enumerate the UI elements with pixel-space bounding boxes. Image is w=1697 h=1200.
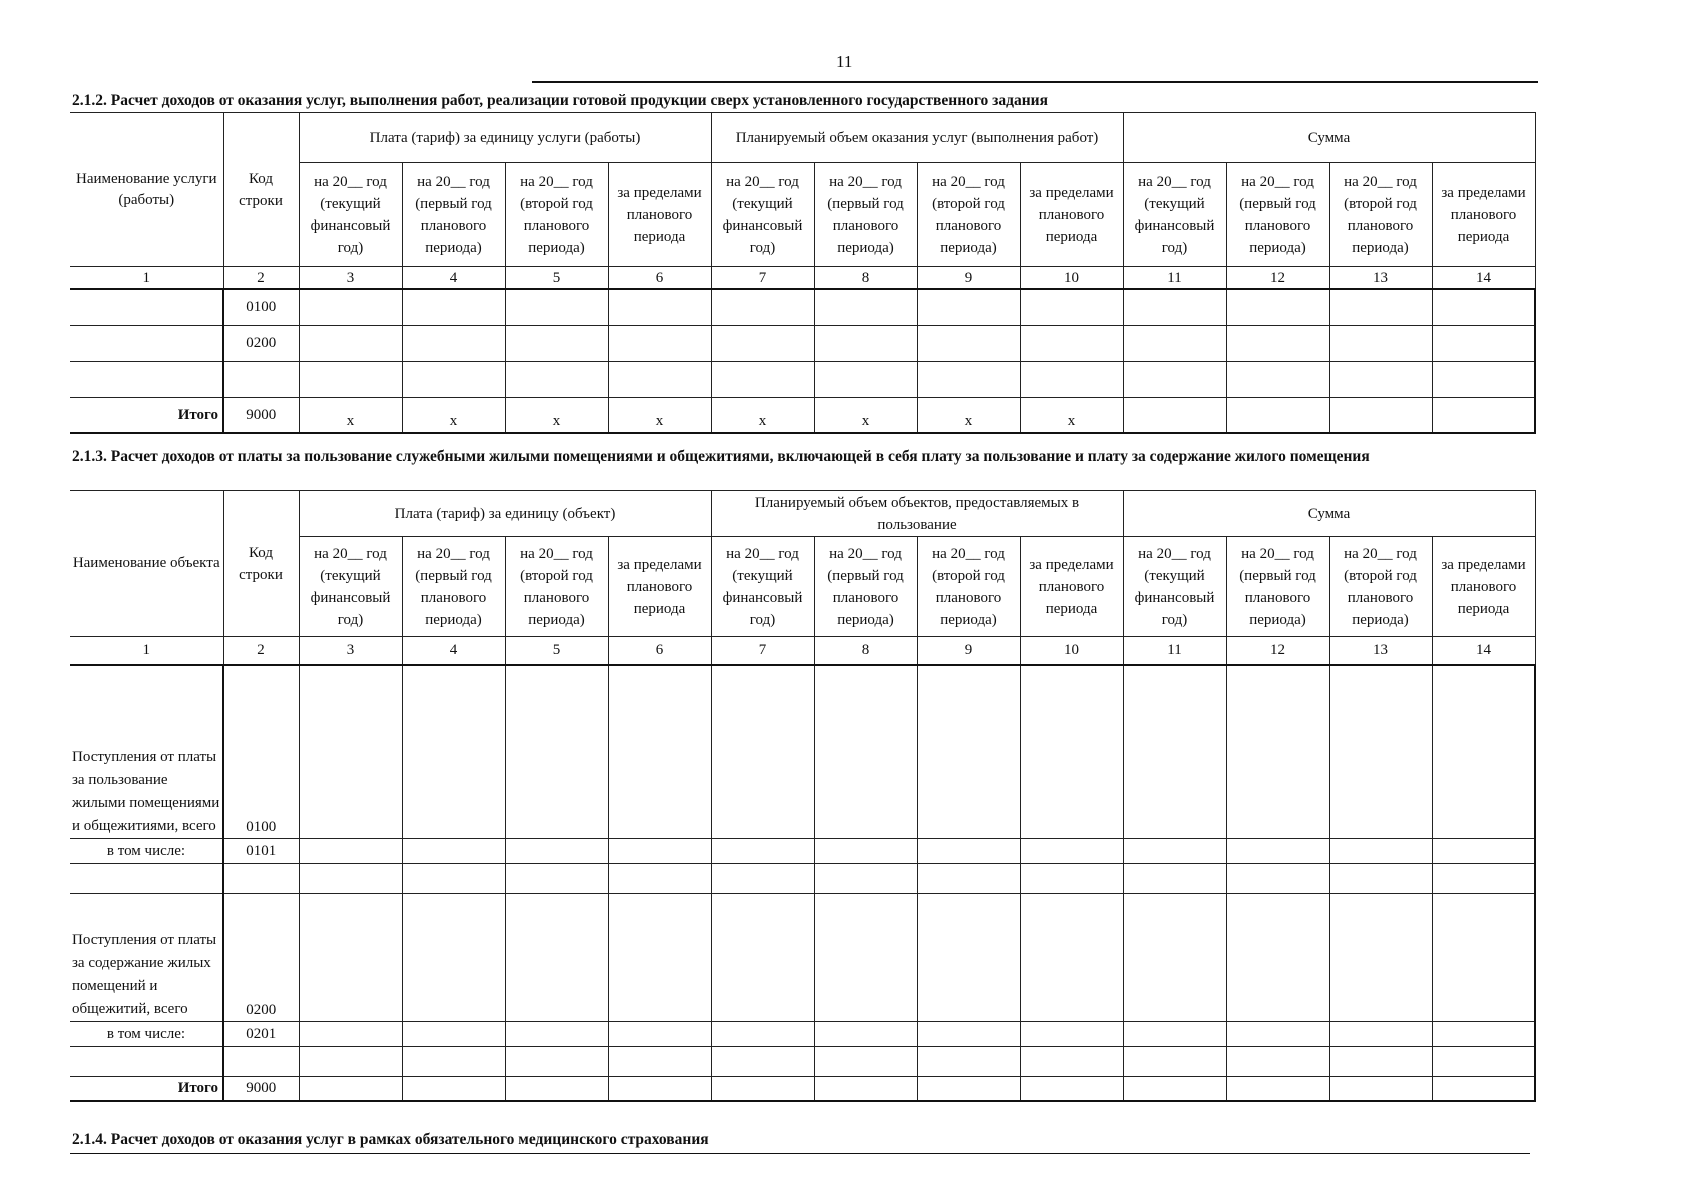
period-first: на 20__ год (первый год планового периода) <box>814 163 917 267</box>
value-cell[interactable] <box>711 864 814 894</box>
value-cell[interactable] <box>505 839 608 864</box>
period-beyond: за пределами планового периода <box>1020 537 1123 637</box>
bottom-rule <box>70 1153 1530 1154</box>
period-current: на 20__ год (текущий финансовый год) <box>299 163 402 267</box>
housing-income-table <box>70 490 1536 1102</box>
value-cell[interactable] <box>814 361 917 397</box>
section-title-2-1-4: 2.1.4. Расчет доходов от оказания услуг в рамках обязательного медицинского страхования <box>72 1131 709 1148</box>
value-cell[interactable] <box>1020 289 1123 325</box>
column-number: 12 <box>1226 267 1329 290</box>
value-cell[interactable] <box>1123 1047 1226 1077</box>
header-row-code: Код строки <box>223 113 299 267</box>
period-beyond: за пределами планового периода <box>608 163 711 267</box>
not-applicable-mark: x <box>1020 397 1123 433</box>
services-income-table <box>70 112 1536 434</box>
value-cell[interactable] <box>1432 325 1535 361</box>
value-cell[interactable] <box>1432 839 1535 864</box>
value-cell[interactable] <box>1432 289 1535 325</box>
value-cell[interactable] <box>505 289 608 325</box>
row-code: 0101 <box>223 839 299 864</box>
header-row-code: Код строки <box>223 491 299 637</box>
period-first: на 20__ год (первый год планового периода) <box>402 163 505 267</box>
value-cell[interactable] <box>608 894 711 1022</box>
column-number: 2 <box>223 637 299 665</box>
header-sum: Сумма <box>1123 491 1535 537</box>
value-cell[interactable] <box>1329 839 1432 864</box>
column-number: 1 <box>70 267 223 290</box>
value-cell[interactable] <box>917 1047 1020 1077</box>
column-number: 4 <box>402 267 505 290</box>
value-cell[interactable] <box>917 361 1020 397</box>
value-cell[interactable] <box>917 289 1020 325</box>
total-row <box>70 1077 1535 1101</box>
period-current: на 20__ год (текущий финансовый год) <box>1123 537 1226 637</box>
value-cell[interactable] <box>505 894 608 1022</box>
value-cell[interactable] <box>299 665 402 839</box>
row-code: 0100 <box>223 665 299 839</box>
value-cell[interactable] <box>814 864 917 894</box>
value-cell[interactable] <box>1020 839 1123 864</box>
value-cell[interactable] <box>1329 894 1432 1022</box>
value-cell[interactable] <box>608 1022 711 1047</box>
value-cell[interactable] <box>505 1022 608 1047</box>
column-number: 7 <box>711 267 814 290</box>
value-cell[interactable] <box>1329 289 1432 325</box>
value-cell[interactable] <box>1226 361 1329 397</box>
value-cell[interactable] <box>402 1077 505 1101</box>
row-code: 0100 <box>223 289 299 325</box>
value-cell[interactable] <box>814 894 917 1022</box>
value-cell[interactable] <box>814 665 917 839</box>
value-cell[interactable] <box>917 665 1020 839</box>
column-number: 5 <box>505 637 608 665</box>
column-number: 4 <box>402 637 505 665</box>
header-tariff: Плата (тариф) за единицу (объект) <box>299 491 711 537</box>
column-number: 10 <box>1020 267 1123 290</box>
section-title-2-1-3: 2.1.3. Расчет доходов от платы за пользование служебными жилыми помещениями и общежитиями, включающей в себя плату за пользование и плату за содержание жилого помещения <box>72 448 1370 465</box>
column-number: 14 <box>1432 637 1535 665</box>
value-cell[interactable] <box>1123 665 1226 839</box>
value-cell[interactable] <box>505 1077 608 1101</box>
table-row <box>70 839 1535 864</box>
period-second: на 20__ год (второй год планового периода) <box>1329 163 1432 267</box>
value-cell[interactable] <box>1226 665 1329 839</box>
not-applicable-mark: x <box>608 397 711 433</box>
not-applicable-mark: x <box>402 397 505 433</box>
value-cell[interactable] <box>711 1077 814 1101</box>
table-row <box>70 864 1535 894</box>
column-number: 10 <box>1020 637 1123 665</box>
value-cell[interactable] <box>1432 361 1535 397</box>
value-cell[interactable] <box>402 894 505 1022</box>
period-first: на 20__ год (первый год планового периода) <box>1226 537 1329 637</box>
value-cell[interactable] <box>1432 894 1535 1022</box>
value-cell[interactable] <box>402 289 505 325</box>
column-number: 3 <box>299 637 402 665</box>
column-number-row <box>70 267 1535 290</box>
value-cell[interactable] <box>1123 1022 1226 1047</box>
period-first: на 20__ год (первый год планового периода) <box>1226 163 1329 267</box>
value-cell[interactable] <box>402 665 505 839</box>
value-cell[interactable] <box>608 1077 711 1101</box>
value-cell[interactable] <box>917 1077 1020 1101</box>
value-cell[interactable] <box>711 1022 814 1047</box>
total-label: Итого <box>70 397 223 433</box>
value-cell[interactable] <box>299 1047 402 1077</box>
header-tariff: Плата (тариф) за единицу услуги (работы) <box>299 113 711 163</box>
value-cell[interactable] <box>814 1047 917 1077</box>
value-cell[interactable] <box>1123 839 1226 864</box>
value-cell[interactable] <box>1020 665 1123 839</box>
column-number: 8 <box>814 267 917 290</box>
column-number: 14 <box>1432 267 1535 290</box>
value-cell[interactable] <box>1020 361 1123 397</box>
value-cell[interactable] <box>1123 361 1226 397</box>
value-cell[interactable] <box>711 1047 814 1077</box>
period-second: на 20__ год (второй год планового периода) <box>505 163 608 267</box>
value-cell[interactable] <box>1226 894 1329 1022</box>
row-name-input[interactable] <box>70 289 223 325</box>
section-title-2-1-2: 2.1.2. Расчет доходов от оказания услуг, выполнения работ, реализации готовой продукции сверх установленного государственного задания <box>72 92 1048 109</box>
row-code: 0201 <box>223 1022 299 1047</box>
value-cell[interactable] <box>402 839 505 864</box>
value-cell[interactable] <box>402 325 505 361</box>
value-cell[interactable] <box>1329 665 1432 839</box>
value-cell[interactable] <box>814 1022 917 1047</box>
row-code <box>223 1047 299 1077</box>
value-cell[interactable] <box>917 325 1020 361</box>
value-cell[interactable] <box>608 289 711 325</box>
value-cell[interactable] <box>1020 1077 1123 1101</box>
period-current: на 20__ год (текущий финансовый год) <box>299 537 402 637</box>
period-beyond: за пределами планового периода <box>1020 163 1123 267</box>
value-cell[interactable] <box>814 1077 917 1101</box>
value-cell[interactable] <box>608 839 711 864</box>
value-cell[interactable] <box>1432 397 1535 433</box>
column-number: 13 <box>1329 267 1432 290</box>
value-cell[interactable] <box>505 1047 608 1077</box>
header-planned-volume: Планируемый объем объектов, предоставляемых в пользование <box>711 491 1123 537</box>
period-current: на 20__ год (текущий финансовый год) <box>711 163 814 267</box>
period-beyond: за пределами планового периода <box>1432 163 1535 267</box>
period-current: на 20__ год (текущий финансовый год) <box>1123 163 1226 267</box>
value-cell[interactable] <box>711 361 814 397</box>
value-cell[interactable] <box>608 1047 711 1077</box>
value-cell[interactable] <box>299 864 402 894</box>
row-name-input[interactable] <box>70 864 223 894</box>
column-number: 6 <box>608 267 711 290</box>
row-code <box>223 864 299 894</box>
value-cell[interactable] <box>1432 864 1535 894</box>
total-label: Итого <box>70 1077 223 1101</box>
value-cell[interactable] <box>1123 894 1226 1022</box>
column-number: 11 <box>1123 637 1226 665</box>
value-cell[interactable] <box>608 665 711 839</box>
column-number: 9 <box>917 267 1020 290</box>
value-cell[interactable] <box>1020 1022 1123 1047</box>
value-cell[interactable] <box>1123 1077 1226 1101</box>
value-cell[interactable] <box>299 289 402 325</box>
table-row <box>70 665 1535 839</box>
value-cell[interactable] <box>402 1047 505 1077</box>
period-second: на 20__ год (второй год планового периода) <box>917 163 1020 267</box>
not-applicable-mark: x <box>917 397 1020 433</box>
column-number: 7 <box>711 637 814 665</box>
value-cell[interactable] <box>1226 397 1329 433</box>
total-code: 9000 <box>223 1077 299 1101</box>
period-second: на 20__ год (второй год планового периода) <box>1329 537 1432 637</box>
column-number-row <box>70 637 1535 665</box>
value-cell[interactable] <box>711 665 814 839</box>
total-code: 9000 <box>223 397 299 433</box>
row-name-input[interactable] <box>70 325 223 361</box>
not-applicable-mark: x <box>814 397 917 433</box>
header-sum: Сумма <box>1123 113 1535 163</box>
column-number: 2 <box>223 267 299 290</box>
value-cell[interactable] <box>299 1022 402 1047</box>
column-number: 9 <box>917 637 1020 665</box>
value-cell[interactable] <box>1020 894 1123 1022</box>
row-name: в том числе: <box>70 1022 223 1047</box>
value-cell[interactable] <box>299 361 402 397</box>
value-cell[interactable] <box>814 289 917 325</box>
value-cell[interactable] <box>1226 325 1329 361</box>
period-beyond: за пределами планового периода <box>1432 537 1535 637</box>
value-cell[interactable] <box>299 839 402 864</box>
value-cell[interactable] <box>1123 397 1226 433</box>
value-cell[interactable] <box>917 839 1020 864</box>
column-number: 5 <box>505 267 608 290</box>
value-cell[interactable] <box>1329 1077 1432 1101</box>
value-cell[interactable] <box>917 894 1020 1022</box>
row-name-input[interactable] <box>70 1047 223 1077</box>
value-cell[interactable] <box>299 1077 402 1101</box>
header-object-name: Наименование объекта <box>70 491 223 637</box>
value-cell[interactable] <box>1226 864 1329 894</box>
value-cell[interactable] <box>1432 665 1535 839</box>
value-cell[interactable] <box>1329 1047 1432 1077</box>
value-cell[interactable] <box>1432 1077 1535 1101</box>
value-cell[interactable] <box>711 894 814 1022</box>
value-cell[interactable] <box>917 864 1020 894</box>
period-beyond: за пределами планового периода <box>608 537 711 637</box>
value-cell[interactable] <box>1329 864 1432 894</box>
table-row <box>70 894 1535 1022</box>
value-cell[interactable] <box>505 361 608 397</box>
table-row <box>70 289 1535 325</box>
period-current: на 20__ год (текущий финансовый год) <box>711 537 814 637</box>
table-row <box>70 361 1535 397</box>
value-cell[interactable] <box>1020 1047 1123 1077</box>
not-applicable-mark: x <box>505 397 608 433</box>
row-name: Поступления от платы за содержание жилых помещений и общежитий, всего <box>70 894 223 1022</box>
column-number: 12 <box>1226 637 1329 665</box>
value-cell[interactable] <box>505 665 608 839</box>
column-number: 3 <box>299 267 402 290</box>
period-second: на 20__ год (второй год планового периода) <box>505 537 608 637</box>
header-service-name: Наименование услуги (работы) <box>70 113 223 267</box>
value-cell[interactable] <box>814 325 917 361</box>
value-cell[interactable] <box>1226 1022 1329 1047</box>
value-cell[interactable] <box>299 325 402 361</box>
value-cell[interactable] <box>1329 1022 1432 1047</box>
row-name: в том числе: <box>70 839 223 864</box>
value-cell[interactable] <box>1432 1047 1535 1077</box>
value-cell[interactable] <box>1123 289 1226 325</box>
value-cell[interactable] <box>402 1022 505 1047</box>
value-cell[interactable] <box>299 894 402 1022</box>
value-cell[interactable] <box>608 361 711 397</box>
column-number: 8 <box>814 637 917 665</box>
value-cell[interactable] <box>1226 839 1329 864</box>
table-row <box>70 1022 1535 1047</box>
row-name: Поступления от платы за пользование жилыми помещениями и общежитиями, всего <box>70 665 223 839</box>
period-first: на 20__ год (первый год планового периода) <box>402 537 505 637</box>
value-cell[interactable] <box>1329 325 1432 361</box>
page-number: 11 <box>836 52 853 71</box>
value-cell[interactable] <box>814 839 917 864</box>
value-cell[interactable] <box>1123 325 1226 361</box>
value-cell[interactable] <box>402 361 505 397</box>
row-code: 0200 <box>223 894 299 1022</box>
table-row <box>70 1047 1535 1077</box>
value-cell[interactable] <box>402 864 505 894</box>
value-cell[interactable] <box>505 325 608 361</box>
value-cell[interactable] <box>1226 1077 1329 1101</box>
period-first: на 20__ год (первый год планового периода) <box>814 537 917 637</box>
total-row <box>70 397 1535 433</box>
value-cell[interactable] <box>711 839 814 864</box>
table-row <box>70 325 1535 361</box>
value-cell[interactable] <box>1020 864 1123 894</box>
column-number: 6 <box>608 637 711 665</box>
column-number: 13 <box>1329 637 1432 665</box>
top-rule <box>532 81 1538 83</box>
row-name-input[interactable] <box>70 361 223 397</box>
column-number: 1 <box>70 637 223 665</box>
value-cell[interactable] <box>917 1022 1020 1047</box>
value-cell[interactable] <box>1329 397 1432 433</box>
value-cell[interactable] <box>711 289 814 325</box>
value-cell[interactable] <box>505 864 608 894</box>
value-cell[interactable] <box>1432 1022 1535 1047</box>
value-cell[interactable] <box>711 325 814 361</box>
value-cell[interactable] <box>1020 325 1123 361</box>
value-cell[interactable] <box>608 864 711 894</box>
period-second: на 20__ год (второй год планового периода) <box>917 537 1020 637</box>
value-cell[interactable] <box>608 325 711 361</box>
row-code <box>223 361 299 397</box>
value-cell[interactable] <box>1226 1047 1329 1077</box>
header-planned-volume: Планируемый объем оказания услуг (выполнения работ) <box>711 113 1123 163</box>
column-number: 11 <box>1123 267 1226 290</box>
value-cell[interactable] <box>1123 864 1226 894</box>
row-code: 0200 <box>223 325 299 361</box>
value-cell[interactable] <box>1226 289 1329 325</box>
not-applicable-mark: x <box>711 397 814 433</box>
value-cell[interactable] <box>1329 361 1432 397</box>
not-applicable-mark: x <box>299 397 402 433</box>
